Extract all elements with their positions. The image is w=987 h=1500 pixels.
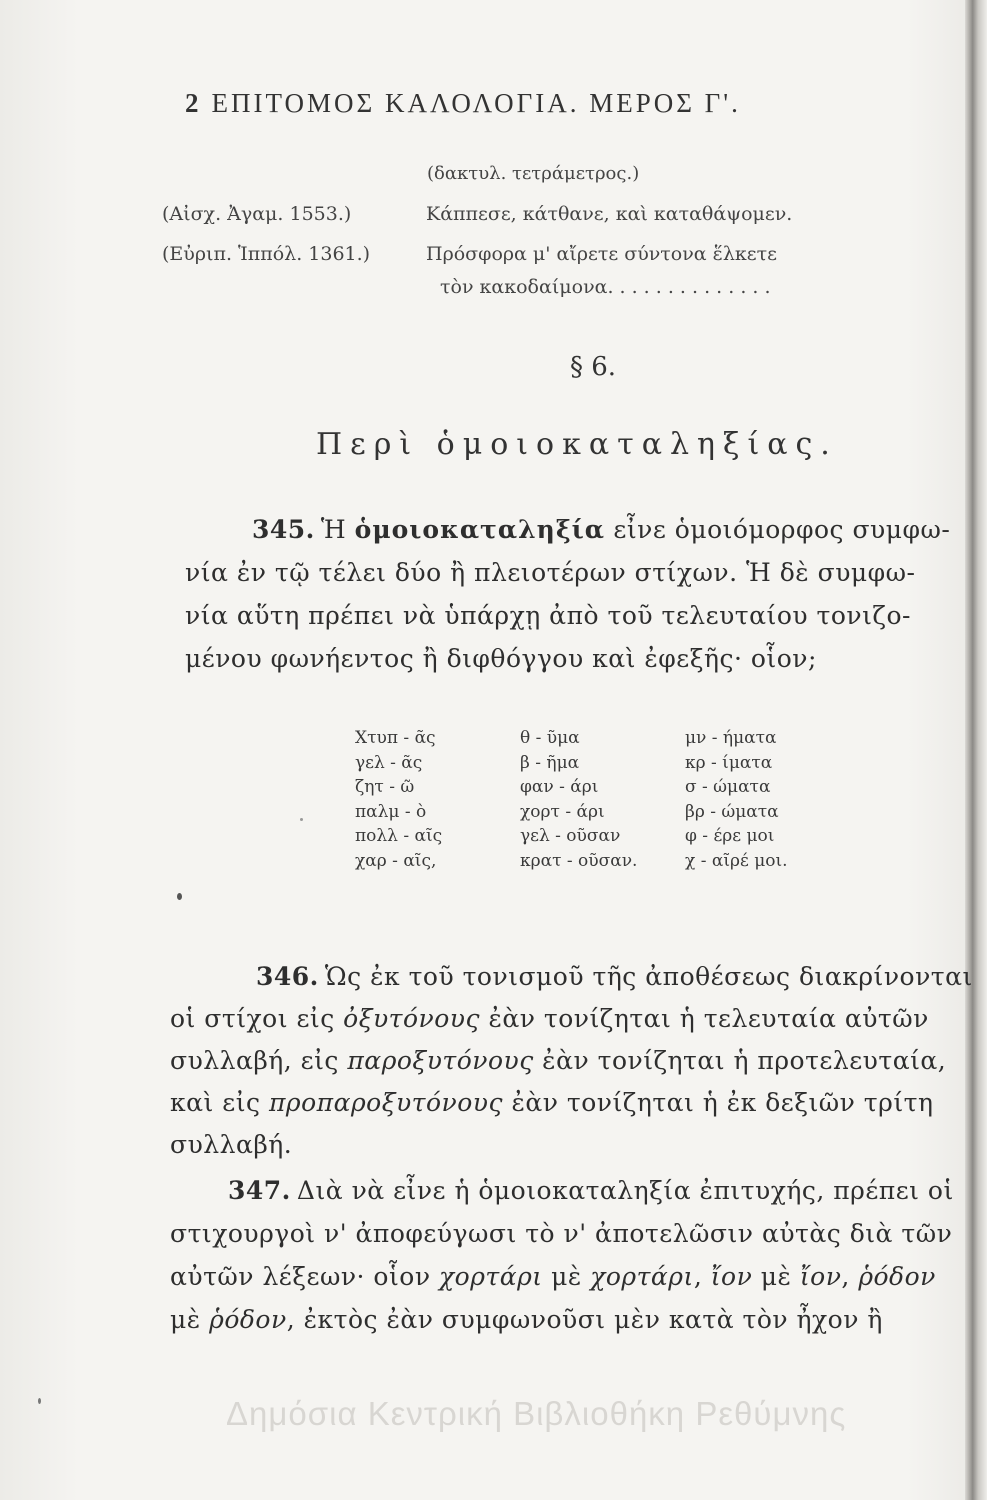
library-watermark: Δημόσια Κεντρική Βιβλιοθήκη Ρεθύμνης [226,1395,847,1432]
term-italic: χορτάρι [590,1262,694,1291]
term-italic: ῥόδον [209,1305,287,1334]
table-cell: θ - ῦμα [520,728,580,748]
table-cell: χαρ - αῖς, [355,850,437,871]
text-run: αὐτῶν λέξεων· οἷον [170,1262,439,1291]
quote-source: (Εὐριπ. Ἱππόλ. 1361.) [162,243,371,265]
term-italic: χορτάρι [439,1262,543,1291]
table-row [355,826,845,851]
paragraph-number: 346. [256,962,319,991]
ink-speck [177,893,182,900]
table-cell: γελ - ᾶς [355,752,423,773]
table-cell: σ - ώματα [685,777,771,798]
term-bold: ὁμοιοκαταληξία [354,515,605,544]
text-run: μὲ [170,1305,210,1334]
quote-verse: Κάππεσε, κάτθανε, καὶ καταθάψομεν. [426,203,793,225]
table-cell: πολλ - αῖς [355,826,443,847]
table-cell: κρατ - οῦσαν. [520,850,638,871]
table-row [355,777,845,802]
text-run: ἐὰν τονίζηται ἡ τελευταία αὐτῶν [480,1004,929,1033]
paragraph-346-line: συλλαβή. [170,1130,293,1159]
table-cell: κρ - ίματα [685,752,773,773]
quote-source: (Αἰσχ. Ἀγαμ. 1553.) [162,203,352,225]
term-italic: προπαροξυτόνους [268,1088,504,1117]
section-mark: § 6. [570,352,617,382]
table-cell: μν - ήματα [685,728,777,748]
page-edge-shadow [965,0,987,1500]
term-italic: παροξυτόνους [347,1046,534,1075]
table-row [355,753,845,778]
quote-verse: Πρόσφορα μ' αἴρετε σύντονα ἕλκετε [426,243,777,265]
paragraph-346-line [170,1088,933,1117]
text-run: μὲ [752,1262,800,1291]
paragraph-345-line: νία αὕτη πρέπει νὰ ὑπάρχῃ ἀπὸ τοῦ τελευταίου τονιζο- [185,601,911,630]
table-cell: β - ῆμα [520,752,580,773]
text-run: Ἡ [320,515,355,544]
table-cell: φ - έρε μοι [685,826,775,847]
rhyme-examples-table [355,728,845,876]
running-header [185,88,741,119]
table-cell: βρ - ώματα [685,801,779,822]
table-row [355,728,845,753]
section-title: Περὶ ὁμοιοκαταληξίας. [316,427,838,462]
text-run: εἶνε ὁμοιόμορφος συμφω- [604,515,951,544]
paragraph-346-line [170,1004,929,1033]
paragraph-347-line [170,1262,936,1291]
paragraph-346-line [256,962,973,991]
paragraph-number: 347. [228,1176,291,1205]
quote-continuation: τὸν κακοδαίμονα. . . . . . . . . . . . . . [440,276,771,298]
term-italic: ἴον [799,1262,842,1291]
paragraph-346-line [170,1046,946,1075]
table-row [355,851,845,876]
text-run: , [841,1262,859,1291]
term-italic: ῥόδον [858,1262,936,1291]
paragraph-345-line: νία ἐν τῷ τέλει δύο ἢ πλειοτέρων στίχων. Ἡ δὲ συμφω- [185,558,916,587]
text-run: οἱ στίχοι εἰς [170,1004,344,1033]
text-run: μὲ [542,1262,591,1291]
table-cell: παλμ - ὸ [355,801,427,822]
table-cell: ζητ - ῶ [355,777,415,798]
table-cell: χορτ - άρι [520,801,605,822]
quote-row [162,243,777,265]
paragraph-345-line [252,515,950,544]
quote-row [162,203,792,225]
text-run: ἐὰν τονίζηται ἡ ἐκ δεξιῶν τρίτη [503,1088,934,1117]
paragraph-347-line [228,1176,954,1205]
header-title: ΕΠΙΤΟΜΟΣ ΚΑΛΟΛΟΓΙΑ. ΜΕΡΟΣ Γ'. [211,88,741,118]
text-run: συλλαβή, εἰς [170,1046,348,1075]
paragraph-347-line: στιχουργοὶ ν' ἀποφεύγωσι τὸ ν' ἀποτελῶσιν αὐτὰς διὰ τῶν [170,1219,953,1248]
text-run: ἐὰν τονίζηται ἡ προτελευταία, [533,1046,947,1075]
text-run: , [693,1262,711,1291]
meter-note: (δακτυλ. τετράμετρος.) [427,163,640,184]
table-cell: γελ - οῦσαν [520,826,621,847]
table-cell: φαν - άρι [520,777,599,798]
page-number: 2 [185,88,202,118]
text-run: Διὰ νὰ εἶνε ἡ ὁμοιοκαταληξία ἐπιτυχής, πρέπει οἱ [296,1176,954,1205]
table-row [355,802,845,827]
text-run: , ἐκτὸς ἐὰν συμφωνοῦσι μὲν κατὰ τὸν ἦχον ἢ [286,1305,883,1334]
ink-speck [38,1398,41,1404]
paragraph-345-line: μένου φωνήεντος ἢ διφθόγγου καὶ ἐφεξῆς· οἷον; [185,644,817,673]
table-cell: χ - αῖρέ μοι. [685,850,788,871]
paragraph-347-line [170,1305,883,1334]
term-italic: ὀξυτόνους [343,1004,481,1033]
paragraph-number: 345. [252,515,315,544]
term-italic: ἴον [710,1262,753,1291]
text-run: καὶ εἰς [170,1088,269,1117]
ink-speck [300,818,303,821]
text-run: Ὡς ἐκ τοῦ τονισμοῦ τῆς ἀποθέσεως διακρίνονται [324,962,973,991]
table-cell: Χτυπ - ᾶς [355,728,436,748]
